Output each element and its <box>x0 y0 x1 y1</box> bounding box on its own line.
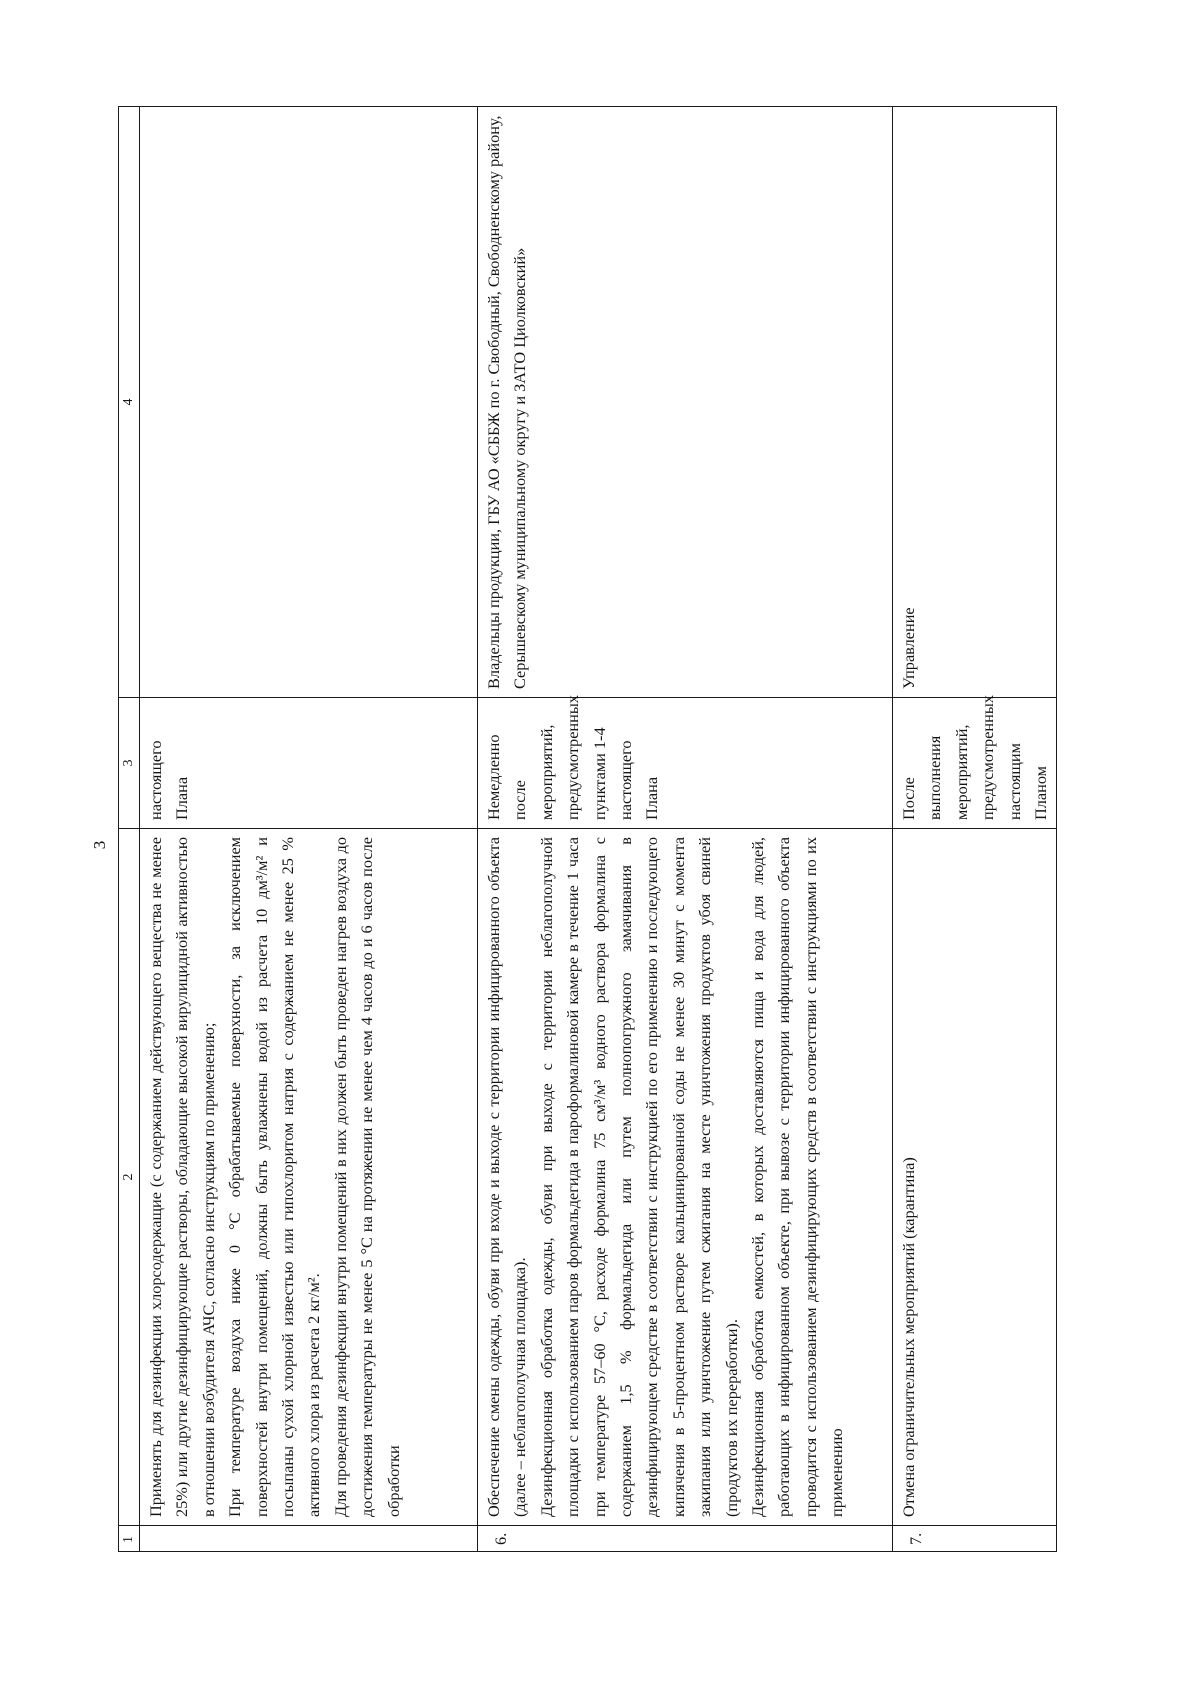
action-paragraph: Дезинфекционная обработка одежды, обуви при выходе с территории неблагополучной площадки с использованием паров формальдегида в пароформалиновой камере в течение 1 часа при температуре 57–60 °С, расходе формалина 75 см³/м³ водного раствора формалина с содержанием 1,5 % формальдегида или путем полнопогружного замачивания в дезинфицирующем средстве в соответствии с инструкцией по его применению и последующего кипячения в 5-процентном растворе кальцинированной соды не менее 30 минут с момента закипания или уничтожение путем сжигания на месте уничтожения продуктов убоя свиней (продуктов их переработки). <box>536 837 741 1517</box>
header-col-4: 4 <box>119 107 140 698</box>
row-number <box>140 1526 478 1552</box>
action-paragraph: Для проведения дезинфекции внутри помещений в них должен быть проведен нагрев воздуха до достижения температуры не менее 5 °С на протяжении не менее чем 4 часов до и 6 часов после обработки <box>330 837 403 1517</box>
action-paragraph: Применять для дезинфекции хлорсодержащие (с содержанием действующего вещества не менее 25%) или другие дезинфицирующие растворы, обладающие высокой вирулицидной активностью в отношении возбудителя АЧС, согласно инструкциям по применению; <box>146 837 218 1517</box>
term-cell: После выполнения мероприятий, предусмотренных настоящим Планом <box>893 698 1057 829</box>
table-row <box>893 107 1057 1552</box>
rotated-page-content <box>118 107 1176 1552</box>
action-paragraph: Дезинфекционная обработка емкостей, в которых доставляются пища и вода для людей, работающих в инфицированном объекте, при вывозе с территории инфицированного объекта проводится с использованием дезинфицирующих средств в соответствии с инструкциями по их применению <box>748 837 847 1517</box>
responsible-cell: Владельцы продукции, ГБУ АО «СББЖ по г. Свободный, Свободненскому району, Серышевскому муниципальному округу и ЗАТО Циолковский» <box>478 107 893 698</box>
term-cell: настоящего Плана <box>140 698 478 829</box>
header-col-1: 1 <box>119 1526 140 1552</box>
row-number: 6. <box>478 1526 893 1552</box>
table-row <box>478 107 893 1552</box>
table-row <box>140 107 478 1552</box>
row-number: 7. <box>893 1526 1057 1552</box>
responsible-cell <box>140 107 478 698</box>
header-col-3: 3 <box>119 698 140 829</box>
action-cell <box>893 829 1057 1526</box>
term-cell: Немедленно после мероприятий, предусмотренных пунктами 1-4 настоящего Плана <box>478 698 893 829</box>
header-col-2: 2 <box>119 829 140 1526</box>
page-number: 3 <box>90 840 109 850</box>
action-cell <box>140 829 478 1526</box>
header-row <box>119 107 140 1552</box>
responsible-cell: Управление <box>893 107 1057 698</box>
action-paragraph: Отмена ограничительных мероприятий (карантина) <box>899 1157 918 1517</box>
measures-table <box>118 106 1057 1552</box>
action-cell <box>478 829 893 1526</box>
action-paragraph: Обеспечение смены одежды, обуви при входе и выходе с территории инфицированного объекта (далее – неблагополучная площадка). <box>484 837 530 1517</box>
action-paragraph: При температуре воздуха ниже 0 °С обрабатываемые поверхности, за исключением поверхностей внутри помещений, должны быть увлажнены водой из расчета 10 дм³/м² и посыпаны сухой хлорной известью или гипохлоритом натрия с содержанием не менее 25 % активного хлора из расчета 2 кг/м². <box>225 837 324 1517</box>
